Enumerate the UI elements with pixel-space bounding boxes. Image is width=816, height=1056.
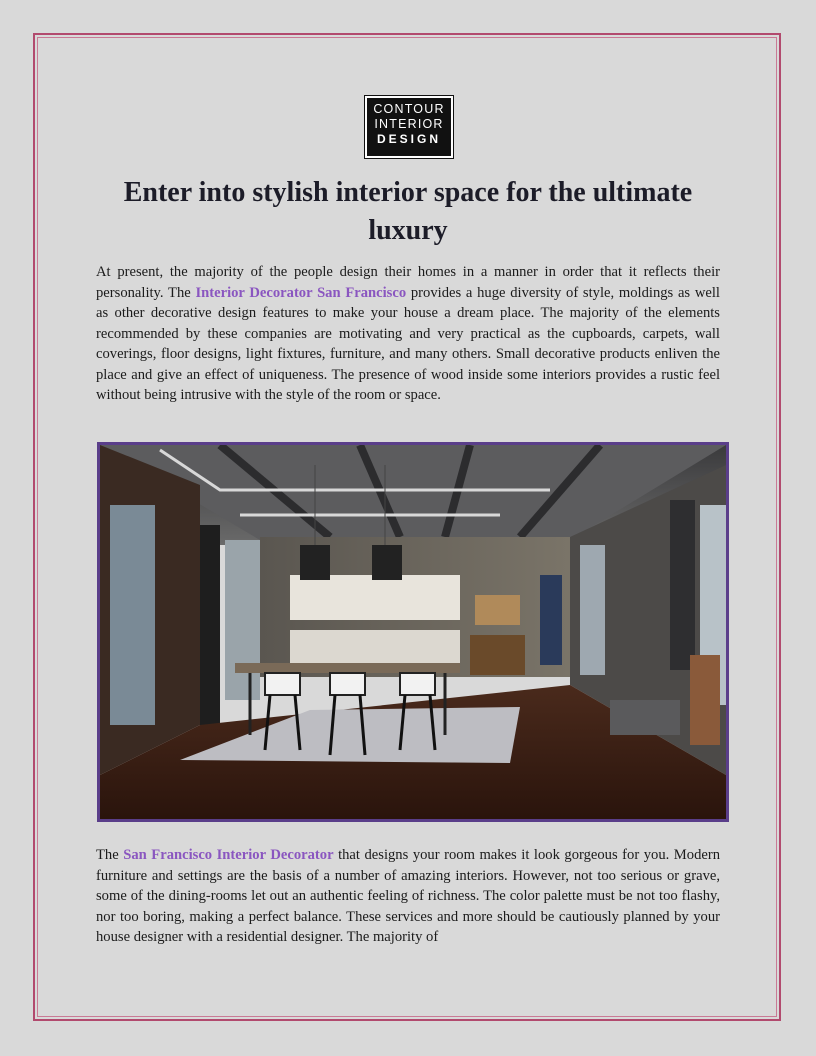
loft-interior-photo [97,442,729,822]
paragraph-text: provides a huge diversity of style, moldings as well as other decorative design features to make your house a dream place. The majority of the elements recommended by these companies are motivating and very practical as the cupboards, carpets, wall coverings, floor designs, light fixtures, furniture, and many others. Small decorative products enliven the place and give an effect of uniqueness. The presence of wood inside some interiors provides a rustic feel without being intrusive with the style of the room or space. [96,284,720,403]
paragraph-text: At present, the majority of the people design their homes in a manner in order that it reflects their personality. The [96,264,720,301]
interior-decorator-link[interactable]: Interior Decorator San Francisco [195,284,407,301]
logo-line-3: DESIGN [376,132,441,146]
logo-line-2: INTERIOR [374,117,444,131]
san-francisco-decorator-link[interactable]: San Francisco Interior Decorator [123,847,334,863]
paragraph-text: The [96,847,124,863]
logo-line-1: CONTOUR [373,102,445,116]
intro-paragraph [96,262,720,406]
paragraph-text: that designs your room makes it look gorgeous for you. Modern furniture and settings are the basis of a number of amazing interiors. However, not too serious or grave, some of the dining-rooms let out an authentic feeling of richness. The color palette must be not too flashy, nor too boring, making a perfect balance. These services and more should be cautiously planned by your house designer with a residential designer. The majority of [96,847,721,945]
second-paragraph [96,845,720,948]
contour-interior-design-logo [365,96,453,158]
page-title: Enter into stylish interior space for the ultimate luxury [123,177,693,246]
